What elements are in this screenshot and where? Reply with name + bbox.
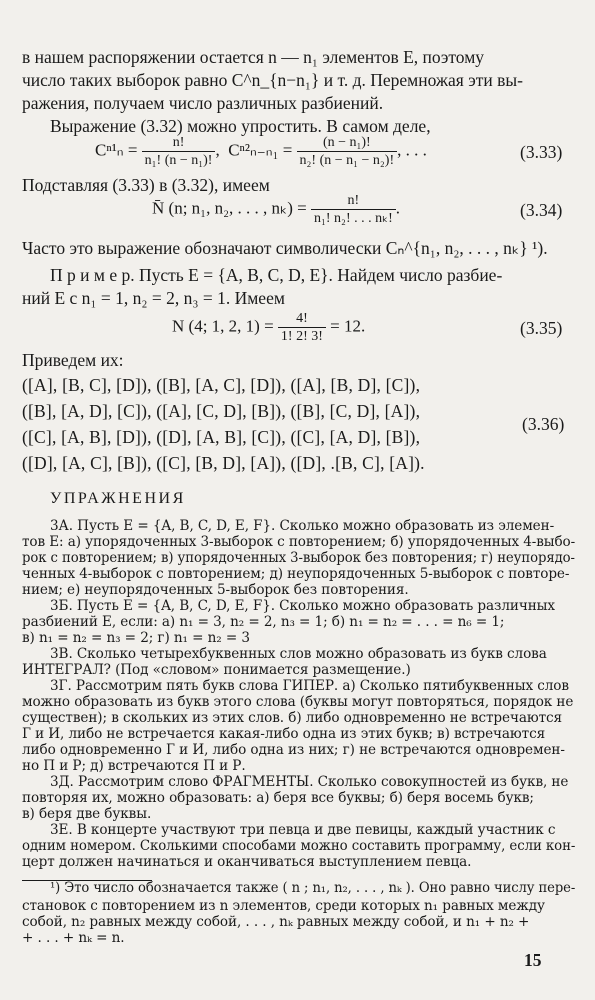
exercise-line: разбиений E, если: а) n₁ = 3, n₂ = 2, n₃ = 1; б) n₁ = n₂ = . . . = n₆ = 1; (22, 614, 505, 630)
denominator: n₁! n₂! . . . nₖ! (314, 211, 393, 226)
exercise-line: в) беря две буквы. (22, 806, 152, 822)
exercise-line: либо одновременно Г и И, либо одна из них; г) не встречаются одновремен- (22, 742, 565, 758)
numerator: 4! (278, 310, 326, 328)
text-line: П р и м е р. Пусть E = {A, B, C, D, E}. Найдем число разбие- (50, 265, 503, 285)
exercise-line: 3А. Пусть E = {A, B, C, D, E, F}. Сколько можно образовать из элемен- (50, 518, 555, 534)
text-line: ражения, получаем число различных разбиений. (22, 93, 384, 113)
footnote-line: + . . . + nₖ = n. (22, 930, 125, 946)
equation-term: N̄ (n; n₁, n₂, . . . , nₖ) = (152, 198, 307, 218)
text-line: ний E с n₁ = 1, n₂ = 2, n₃ = 1. Имеем (22, 288, 285, 308)
fraction (142, 134, 216, 169)
equation-3-35 (172, 310, 365, 345)
fraction (311, 192, 396, 227)
exercise-line: одним номером. Сколькими способами можно составить программу, если кон- (22, 838, 576, 854)
text-line: Приведем их: (22, 350, 124, 370)
text-line: Подставляя (3.33) в (3.32), имеем (22, 175, 270, 195)
text-line: Выражение (3.32) можно упростить. В самом деле, (50, 116, 431, 136)
denominator: 1! 2! 3! (280, 329, 323, 344)
equation-term: , . . . (397, 140, 427, 160)
equation-term: Cⁿ²ₙ₋ₙ₁ = (228, 140, 293, 160)
equation-3-34 (152, 192, 400, 227)
footnote-line: становок с повторением из n элементов, среди которых n₁ равных между (22, 898, 545, 914)
equation-separator: , (215, 140, 220, 160)
partition-row: ([C], [A, B], [D]), ([D], [A, B], [C]), ([C], [A, D], [B]), (22, 427, 421, 447)
exercise-line: ченных 4-выборок с повторением; д) неупорядоченных 5-выборок с повторе- (22, 566, 570, 582)
denominator: n₂! (n − n₁ − n₂)! (299, 153, 395, 168)
equation-term: N (4; 1, 2, 1) = (172, 316, 274, 336)
equation-number: (3.33) (520, 142, 563, 162)
exercise-line: церт должен начинаться и оканчиваться выступлением певца. (22, 854, 472, 870)
fraction (278, 310, 326, 345)
partition-row: ([B], [A, D], [C]), ([A], [C, D], [B]), ([B], [C, D], [A]), (22, 401, 421, 421)
denominator: n₁! (n − n₁)! (144, 153, 213, 168)
page-number: 15 (524, 950, 542, 970)
exercise-line: в) n₁ = n₂ = n₃ = 2; г) n₁ = n₂ = 3 (22, 630, 250, 646)
exercise-line: 3Д. Рассмотрим слово ФРАГМЕНТЫ. Сколько совокупностей из букв, не (50, 774, 569, 790)
exercise-line: 3Б. Пусть E = {A, B, C, D, E, F}. Сколько можно образовать различных (50, 598, 555, 614)
exercise-line: существен); в скольких из этих слов. б) либо одновременно не встречаются (22, 710, 562, 726)
exercise-line: тов E: а) упорядоченных 3-выборок с повторением; б) упорядоченных 4-выбо- (22, 534, 576, 550)
numerator: (n − n₁)! (297, 134, 398, 152)
footnote-line: ¹) Это число обозначается также ( n ; n₁, n₂, . . . , nₖ ). Оно равно числу пере- (50, 880, 576, 896)
footnote-line: собой, n₂ равных между собой, . . . , nₖ равных между собой, и n₁ + n₂ + (22, 914, 530, 930)
section-heading: УПРАЖНЕНИЯ (50, 490, 186, 507)
exercise-line: 3В. Сколько четырехбуквенных слов можно образовать из букв слова (50, 646, 547, 662)
exercise-line: Г и И, либо не встречается какая-либо одна из этих букв; в) встречаются (22, 726, 546, 742)
text-line: число таких выборок равно C^n_{n−n₁} и т. д. Перемножая эти вы- (22, 70, 523, 90)
equation-3-33 (95, 134, 427, 169)
exercise-line: можно образовать из букв этого слова (буквы могут повторяться, порядок не (22, 694, 574, 710)
partition-row: ([A], [B, C], [D]), ([B], [A, C], [D]), ([A], [B, D], [C]), (22, 375, 421, 395)
equation-term: . (395, 198, 400, 218)
equation-number: (3.35) (520, 318, 563, 338)
numerator: n! (311, 192, 396, 210)
partition-row: ([D], [A, C], [B]), ([C], [B, D], [A]), ([D], .[B, C], [A]). (22, 453, 425, 473)
text-line: Часто это выражение обозначают символически Cₙ^{n₁, n₂, . . . , nₖ} ¹). (22, 238, 548, 258)
exercise-line: ИНТЕГРАЛ? (Под «словом» понимается размещение.) (22, 662, 411, 678)
equation-number: (3.34) (520, 200, 563, 220)
exercise-line: 3Е. В концерте участвуют три певца и две певицы, каждый участник с (50, 822, 556, 838)
exercise-line: но П и Р; д) встречаются П и Р. (22, 758, 246, 774)
equation-number: (3.36) (522, 414, 565, 434)
text-line: в нашем распоряжении остается n — n₁ элементов E, поэтому (22, 47, 485, 67)
numerator: n! (142, 134, 216, 152)
exercise-line: нием; е) неупорядоченных 5-выборок без повторения. (22, 582, 409, 598)
equation-term: Cⁿ¹ₙ = (95, 140, 138, 160)
equation-term: = 12. (330, 316, 366, 336)
exercise-line: повторяя их, можно образовать: а) беря все буквы; б) беря восемь букв; (22, 790, 534, 806)
exercise-line: рок с повторением; в) упорядоченных 3-выборок без повторения; г) неупорядо- (22, 550, 575, 566)
fraction (297, 134, 398, 169)
exercise-line: 3Г. Рассмотрим пять букв слова ГИПЕР. а) Сколько пятибуквенных слов (50, 678, 569, 694)
